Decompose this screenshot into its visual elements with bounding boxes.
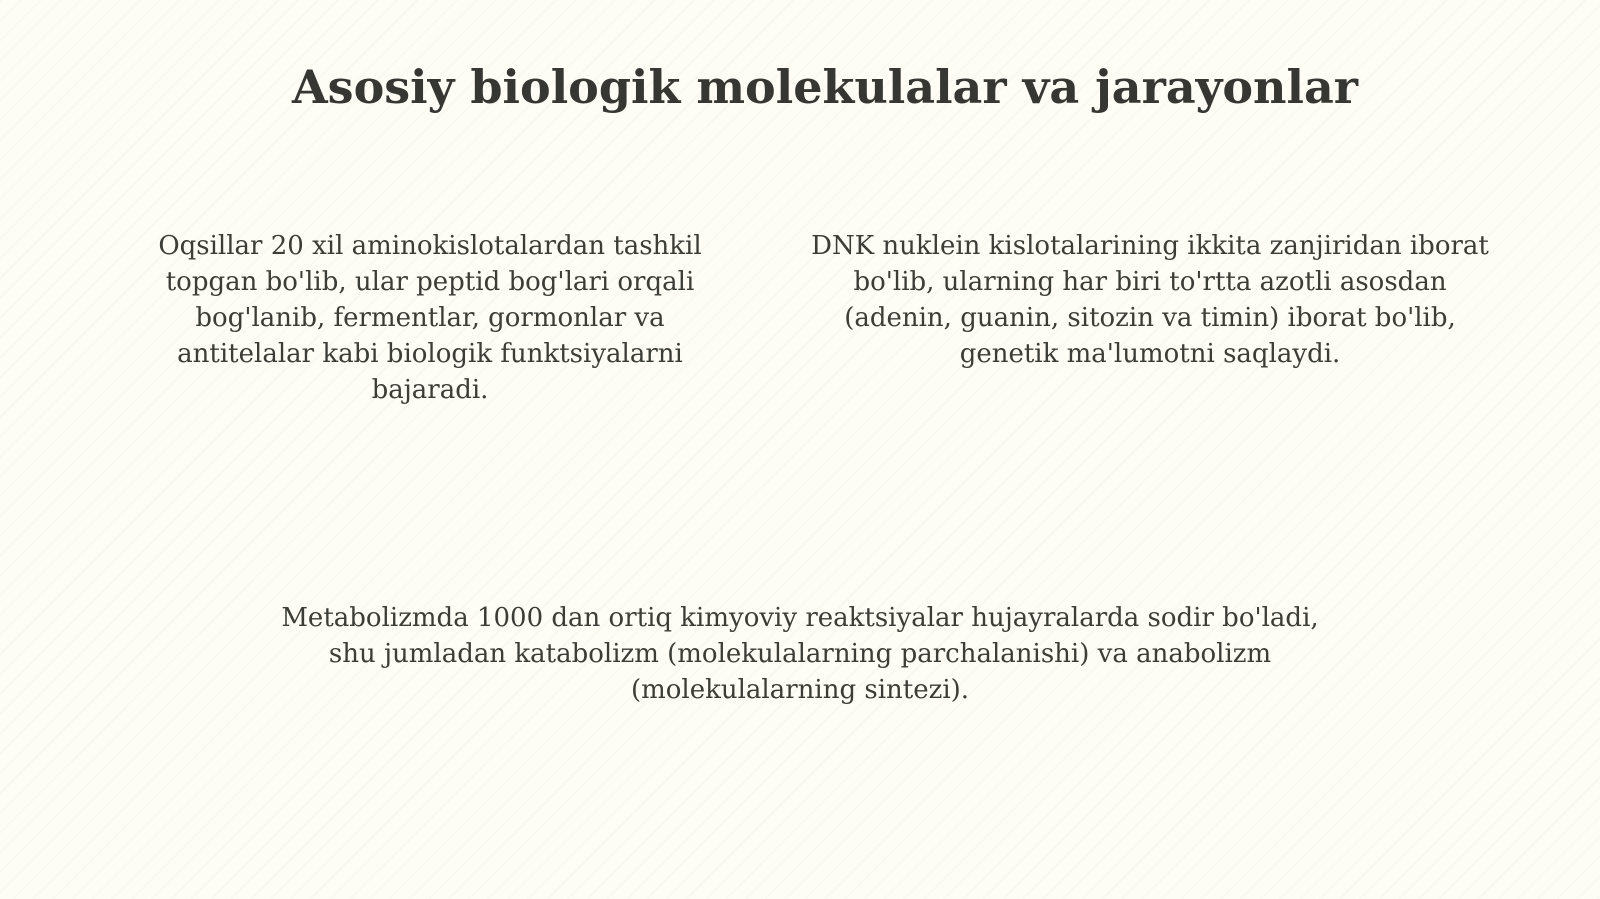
- slide-title: Asosiy biologik molekulalar va jarayonlar: [291, 60, 1359, 114]
- proteins-paragraph: Oqsillar 20 xil aminokislotalardan tashkil topgan bo'lib, ular peptid bog'lari orqali bog'lanib, fermentlar, gormonlar va antitelalar kabi biologik funktsiyalarni bajaradi.: [158, 231, 702, 405]
- dna-paragraph: DNK nuklein kislotalarining ikkita zanjiridan iborat bo'lib, ularning har biri to'rtta azotli asosdan (adenin, guanin, sitozin va timin) iborat bo'lib, genetik ma'lumotni saqlaydi.: [811, 231, 1489, 369]
- metabolism-paragraph: Metabolizmda 1000 dan ortiq kimyoviy reaktsiyalar hujayralarda sodir bo'ladi, shu jumladan katabolizm (molekulalarning parchalanishi) va anabolizm (molekulalarning sintezi).: [281, 603, 1319, 705]
